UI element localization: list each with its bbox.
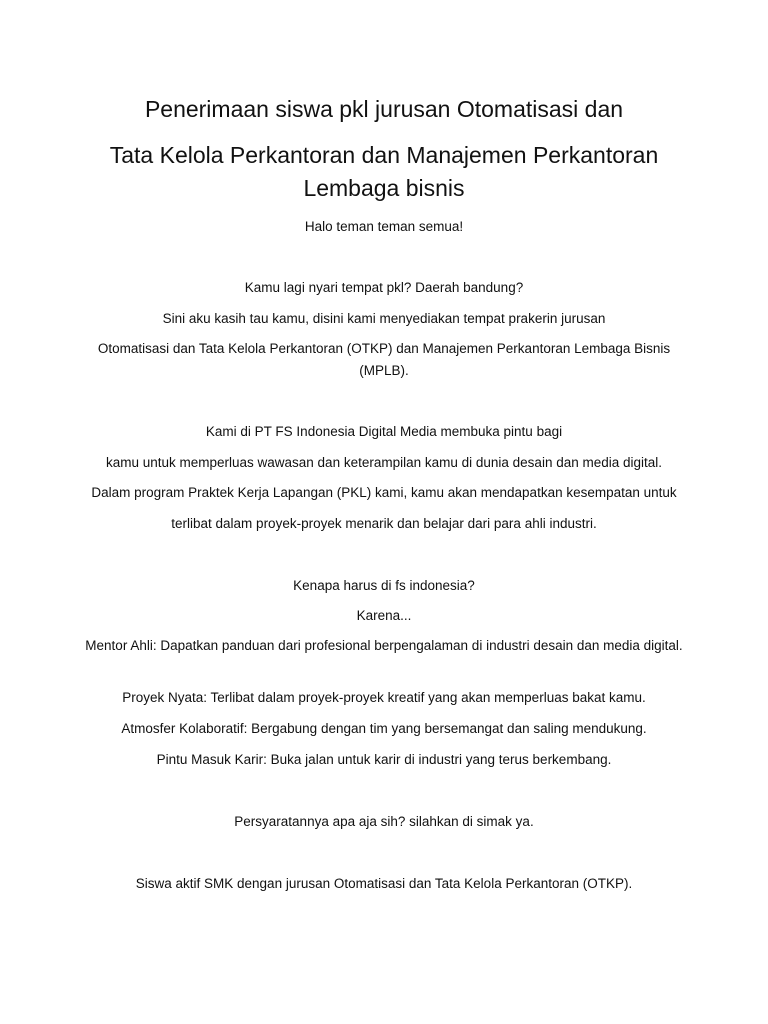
why-question-text: Kenapa harus di fs indonesia?	[293, 578, 475, 593]
company-text-4: terlibat dalam proyek-proyek menarik dan belajar dari para ahli industri.	[171, 516, 597, 531]
title-line-3: Lembaga bisnis	[303, 175, 465, 201]
title-line-2: Tata Kelola Perkantoran dan Manajemen Perkantoran	[109, 142, 659, 168]
benefit-mentor-text: Mentor Ahli: Dapatkan panduan dari profesional berpengalaman di industri desain dan media digital.	[85, 638, 683, 653]
benefit-project-text: Proyek Nyata: Terlibat dalam proyek-proyek kreatif yang akan memperluas bakat kamu.	[122, 690, 646, 705]
benefit-career-text: Pintu Masuk Karir: Buka jalan untuk karir di industri yang terus berkembang.	[156, 752, 612, 767]
because-text: Karena...	[356, 608, 412, 623]
company-text-1: Kami di PT FS Indonesia Digital Media membuka pintu bagi	[205, 424, 563, 439]
title-line-1: Penerimaan siswa pkl jurusan Otomatisasi dan	[144, 96, 624, 122]
greeting-text: Halo teman teman semua!	[304, 219, 464, 234]
question-text: Kamu lagi nyari tempat pkl? Daerah bandung?	[244, 280, 524, 295]
intro-text-1: Sini aku kasih tau kamu, disini kami menyediakan tempat prakerin jurusan	[162, 311, 606, 326]
benefit-atmosphere-text: Atmosfer Kolaboratif: Bergabung dengan tim yang bersemangat dan saling mendukung.	[121, 721, 647, 736]
intro-text-2: Otomatisasi dan Tata Kelola Perkantoran (OTKP) dan Manajemen Perkantoran Lembaga Bisnis (MPLB).	[97, 341, 671, 378]
requirements-intro-text: Persyaratannya apa aja sih? silahkan di simak ya.	[234, 814, 534, 829]
company-text-2: kamu untuk memperluas wawasan dan keterampilan kamu di dunia desain dan media digital.	[105, 455, 663, 470]
company-text-3: Dalam program Praktek Kerja Lapangan (PKL) kami, kamu akan mendapatkan kesempatan untuk	[91, 485, 677, 500]
requirement-item-1: Siswa aktif SMK dengan jurusan Otomatisasi dan Tata Kelola Perkantoran (OTKP).	[135, 876, 633, 891]
